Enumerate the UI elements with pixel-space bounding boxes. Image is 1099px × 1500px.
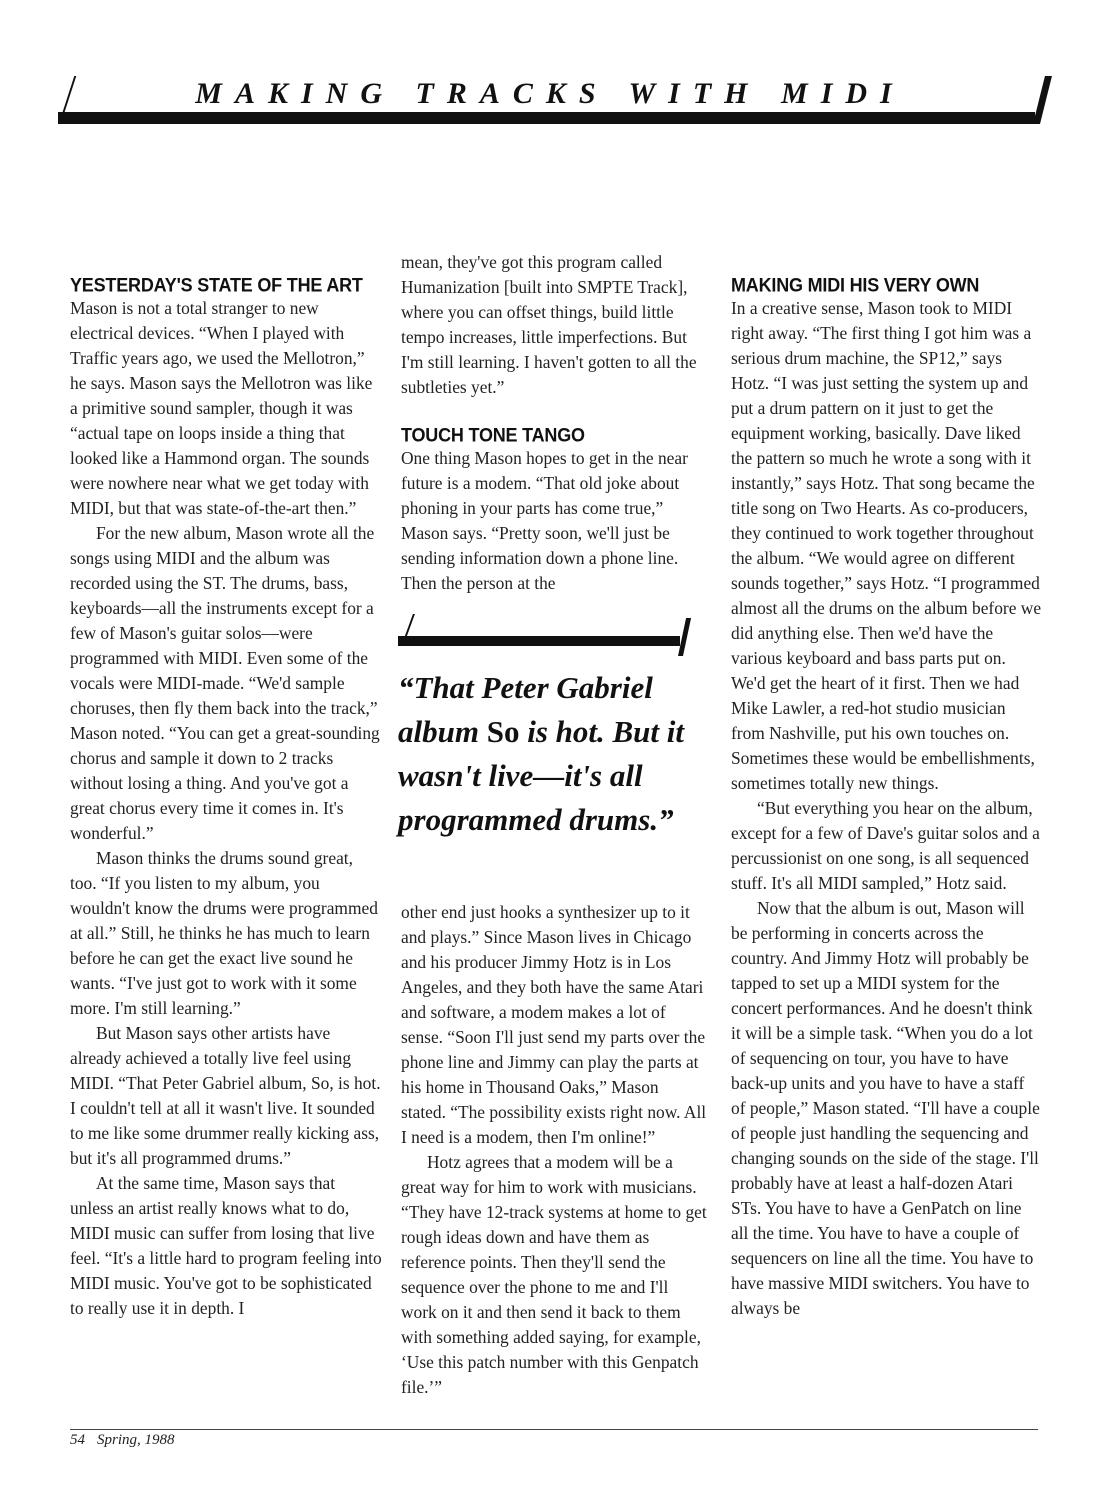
- paragraph: Mason is not a total stranger to new electrical devices. “When I played with Traffic years ago, we used the Mellotron,” he says. Mason says the Mellotron was like a primitive sound sampler, though it was “actual tape on loops inside a thing that looked like a Hammond organ. The sounds were nowhere near what we get today with MIDI, but that was state-of-the-art then.”: [70, 298, 373, 518]
- header-right-tick: [1033, 76, 1052, 124]
- issue-date: Spring, 1988: [97, 1432, 175, 1448]
- column-2-bottom: [401, 900, 707, 1400]
- page-title: MAKING TRACKS WITH MIDI: [195, 77, 905, 110]
- footer-rule: [70, 1429, 1038, 1430]
- page-footer: [70, 1432, 187, 1449]
- paragraph: At the same time, Mason says that unless an artist really knows what to do, MIDI music can suffer from losing that live feel. “It's a little hard to program feeling into MIDI music. You've got to be sophisticated to really use it in depth. I: [70, 1173, 382, 1318]
- pull-quote-title: So: [486, 714, 520, 749]
- paragraph: mean, they've got this program called Humanization [built into SMPTE Track], where you can offset things, build little tempo increases, little imperfections. But I'm still learning. I haven't gotten to all the subtleties yet.”: [401, 252, 697, 397]
- column-3: [731, 272, 1043, 1321]
- paragraph: In a creative sense, Mason took to MIDI right away. “The first thing I got him was a serious drum machine, the SP12,” says Hotz. “I was just setting the system up and put a drum pattern on it just to get the equipment working, basically. Dave liked the pattern so much he wrote a song with it instantly,” says Hotz. That song became the title song on Two Hearts. As co-producers, they continued to work together throughout the album. “We would agree on different sounds together,” says Hotz. “I programmed almost all the drums on the album before we did anything else. Then we'd have the various keyboard and bass parts put on. We'd get the heart of it first. Then we had Mike Lawler, a red-hot studio musician from Nashville, put his own touches on. Sometimes these would be embellishments, sometimes totally new things.: [731, 298, 1042, 793]
- pull-quote: [398, 666, 698, 842]
- paragraph: Hotz agrees that a modem will be a great way for him to work with musicians. “They have 12-track systems at home to get rough ideas down and have them as reference points. Then they'll send the sequence over the phone to me and I'll work on it and then send it back to them with something added saying, for example, ‘Use this patch number with this Genpatch file.’”: [401, 1152, 707, 1397]
- section-heading: YESTERDAY'S STATE OF THE ART: [70, 274, 363, 296]
- pull-quote-text: “That Peter Gabriel album: [398, 670, 653, 749]
- paragraph: But Mason says other artists have already achieved a totally live feel using MIDI. “That Peter Gabriel album, So, is hot. I couldn't tell at all it wasn't live. It sounded to me like some drummer really kicking ass, but it's all programmed drums.”: [70, 1023, 381, 1168]
- column-2-top: [401, 250, 707, 596]
- pull-quote-text: is hot. But it wasn't live—it's all programmed drums.”: [398, 714, 685, 837]
- column-1: [70, 272, 382, 1321]
- paragraph: Now that the album is out, Mason will be performing in concerts across the country. And Jimmy Hotz will probably be tapped to set up a MIDI system for the concert performances. And he doesn't think it will be a simple task. “When you do a lot of sequencing on tour, you have to have back-up units and you have to have a staff of people,” Mason stated. “I'll have a couple of people just handling the sequencing and changing sounds on the side of the stage. I'll probably have at least a half-dozen Atari STs. You have to have a GenPatch on line all the time. You have to have a couple of sequencers on line all the time. You have to have massive MIDI switchers. You have to always be: [731, 898, 1040, 1318]
- paragraph: Mason thinks the drums sound great, too. “If you listen to my album, you wouldn't know the drums were programmed at all.” Still, he thinks he has much to learn before he can get the exact live sound he wants. “I've just got to work with it some more. I'm still learning.”: [70, 848, 378, 1018]
- page-number: 54: [70, 1432, 85, 1448]
- header-rule: [58, 112, 1035, 124]
- section-heading: MAKING MIDI HIS VERY OWN: [731, 274, 980, 296]
- paragraph: For the new album, Mason wrote all the songs using MIDI and the album was recorded using the ST. The drums, bass, keyboards—all the instruments except for a few of Mason's guitar solos—were programmed with MIDI. Even some of the vocals were MIDI-made. “We'd sample choruses, then fly them back into the track,” Mason noted. “You can get a great-sounding chorus and sample it down to 2 tracks without losing a thing. And you've got a great chorus every time it comes in. It's wonderful.”: [70, 523, 380, 843]
- paragraph: other end just hooks a synthesizer up to it and plays.” Since Mason lives in Chicago and his producer Jimmy Hotz is in Los Angeles, and they both have the same Atari and software, a modem makes a lot of sense. “Soon I'll just send my parts over the phone line and Jimmy can play the parts at his home in Thousand Oaks,” Mason stated. “The possibility exists right now. All I need is a modem, then I'm online!”: [401, 902, 707, 1147]
- pullquote-rule: [398, 636, 680, 646]
- paragraph: “But everything you hear on the album, except for a few of Dave's guitar solos and a percussionist on one song, is all sequenced stuff. It's all MIDI sampled,” Hotz said.: [731, 798, 1040, 893]
- section-heading: TOUCH TONE TANGO: [401, 424, 585, 446]
- paragraph: One thing Mason hopes to get in the near future is a modem. “That old joke about phoning in your parts has come true,” Mason says. “Pretty soon, we'll just be sending information down a phone line. Then the person at the: [401, 448, 688, 593]
